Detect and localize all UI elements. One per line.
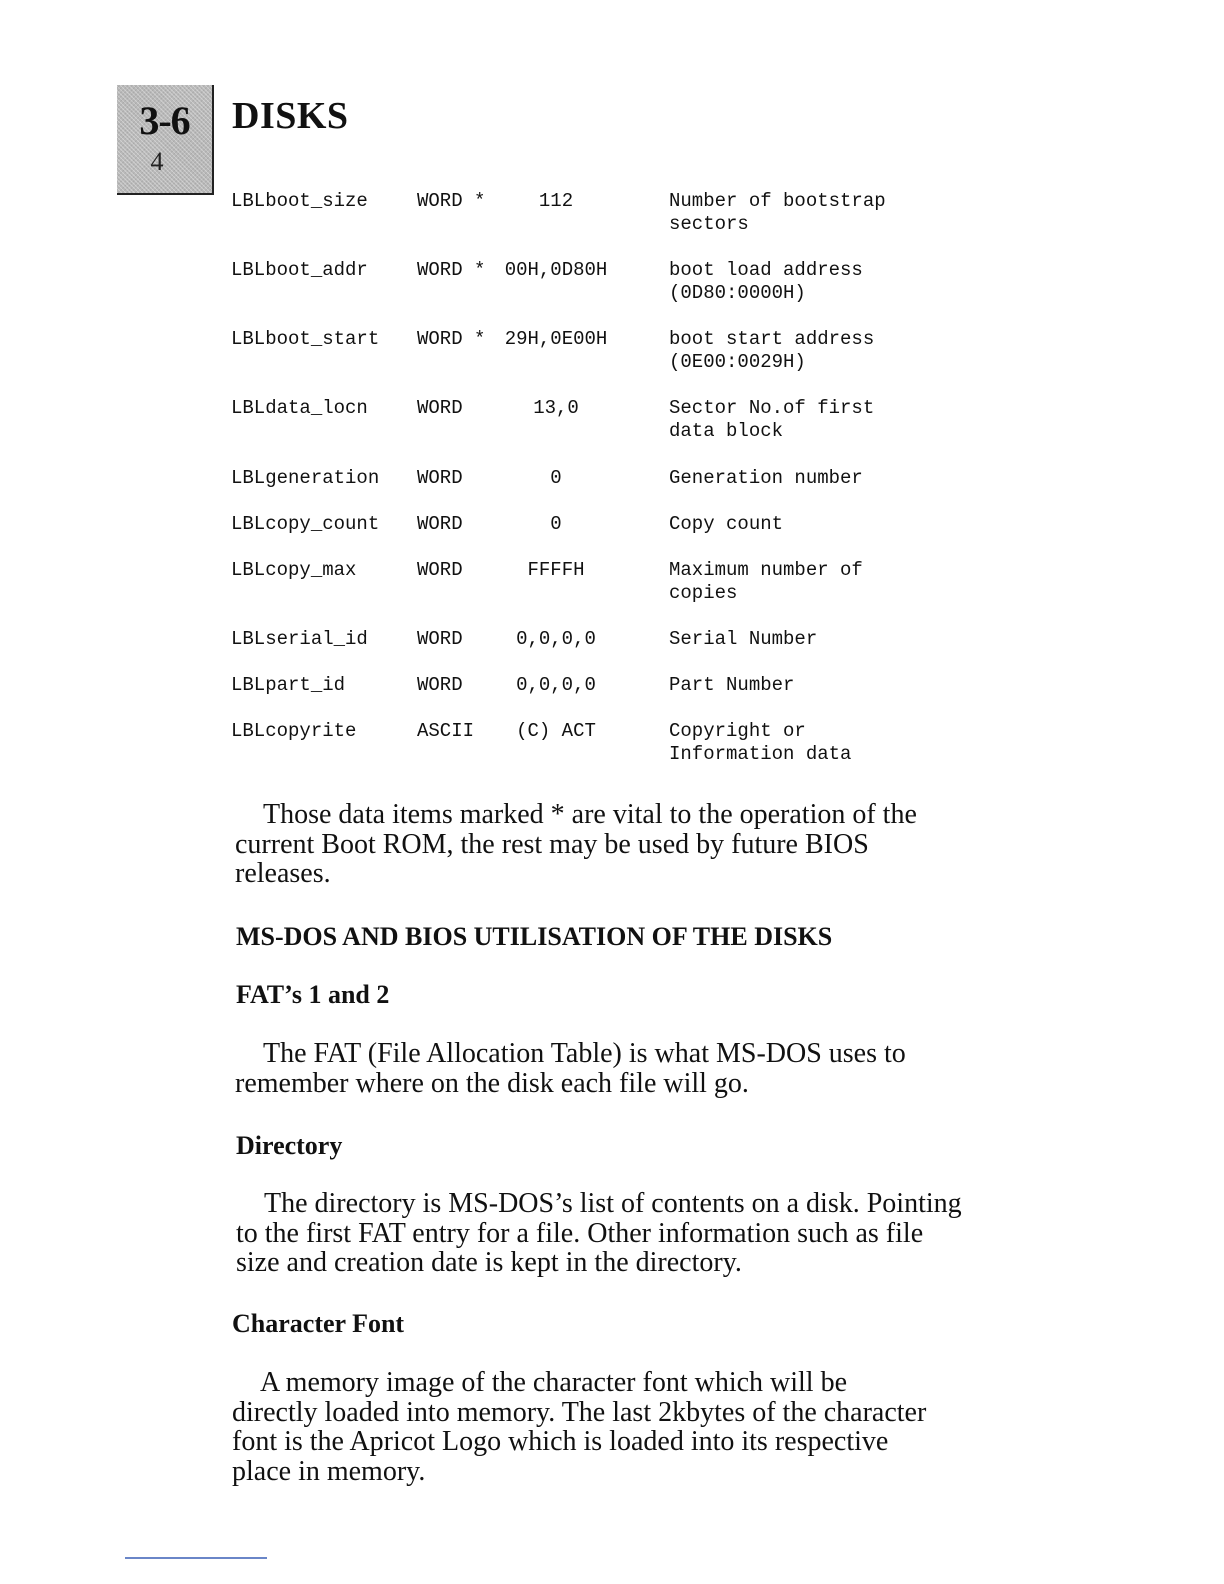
field-description: Sector No.of first data block (669, 397, 875, 442)
field-name: LBLserial_id (231, 628, 368, 650)
character-font-heading: Character Font (232, 1309, 405, 1338)
field-type: WORD * (417, 259, 486, 281)
field-name: LBLcopy_max (231, 559, 357, 581)
field-name: LBLboot_addr (231, 259, 368, 281)
field-value: 29H,0E00H (504, 328, 608, 350)
field-description: Serial Number (669, 628, 818, 650)
field-value: 0,0,0,0 (516, 628, 596, 650)
field-type: WORD (417, 674, 463, 696)
field-type: WORD (417, 397, 463, 419)
field-value: 112 (538, 190, 574, 212)
field-type: WORD (417, 628, 463, 650)
field-value: 0 (550, 467, 562, 489)
field-name: LBLgeneration (231, 467, 380, 489)
field-type: ASCII (417, 720, 475, 742)
field-value: 0,0,0,0 (516, 674, 596, 696)
field-type: WORD * (417, 190, 486, 212)
field-name: LBLcopy_count (231, 513, 380, 535)
field-description: Copy count (669, 513, 784, 535)
page-title: DISKS (232, 95, 349, 137)
field-value: 0 (550, 513, 562, 535)
field-description: Copyright or Information data (669, 720, 852, 765)
field-name: LBLpart_id (231, 674, 346, 696)
field-type: WORD (417, 513, 463, 535)
field-type: WORD (417, 467, 463, 489)
fat-paragraph: The FAT (File Allocation Table) is what MS-DOS uses to remember where on the disk each file will go. (235, 1038, 906, 1099)
footer-rule (125, 1557, 267, 1559)
field-type: WORD (417, 559, 463, 581)
directory-heading: Directory (236, 1131, 343, 1160)
directory-paragraph: The directory is MS-DOS’s list of contents on a disk. Pointing to the first FAT entry for a file. Other information such as file size and creation date is kept in the directory. (236, 1188, 962, 1278)
field-description: boot start address (0E00:0029H) (669, 328, 875, 373)
field-description: Maximum number of copies (669, 559, 863, 604)
field-value: 13,0 (533, 397, 579, 419)
field-description: Number of bootstrap sectors (669, 190, 886, 235)
field-type: WORD * (417, 328, 486, 350)
field-value: (C) ACT (516, 720, 596, 742)
section-heading: MS-DOS AND BIOS UTILISATION OF THE DISKS (236, 922, 833, 951)
field-name: LBLcopyrite (231, 720, 357, 742)
page-number: 4 (150, 147, 164, 176)
fat-heading: FAT’s 1 and 2 (236, 980, 390, 1009)
field-name: LBLboot_start (231, 328, 380, 350)
note-paragraph: Those data items marked * are vital to the operation of the current Boot ROM, the rest may be used by future BIOS releases. (235, 799, 917, 889)
field-description: boot load address (0D80:0000H) (669, 259, 863, 304)
field-name: LBLdata_locn (231, 397, 368, 419)
field-description: Generation number (669, 467, 863, 489)
field-description: Part Number (669, 674, 795, 696)
field-name: LBLboot_size (231, 190, 368, 212)
character-font-paragraph: A memory image of the character font which will be directly loaded into memory. The last 2kbytes of the character font is the Apricot Logo which is loaded into its respective place in memory. (232, 1367, 927, 1487)
field-value: FFFFH (527, 559, 585, 581)
section-number: 3-6 (139, 98, 190, 143)
field-value: 00H,0D80H (504, 259, 608, 281)
